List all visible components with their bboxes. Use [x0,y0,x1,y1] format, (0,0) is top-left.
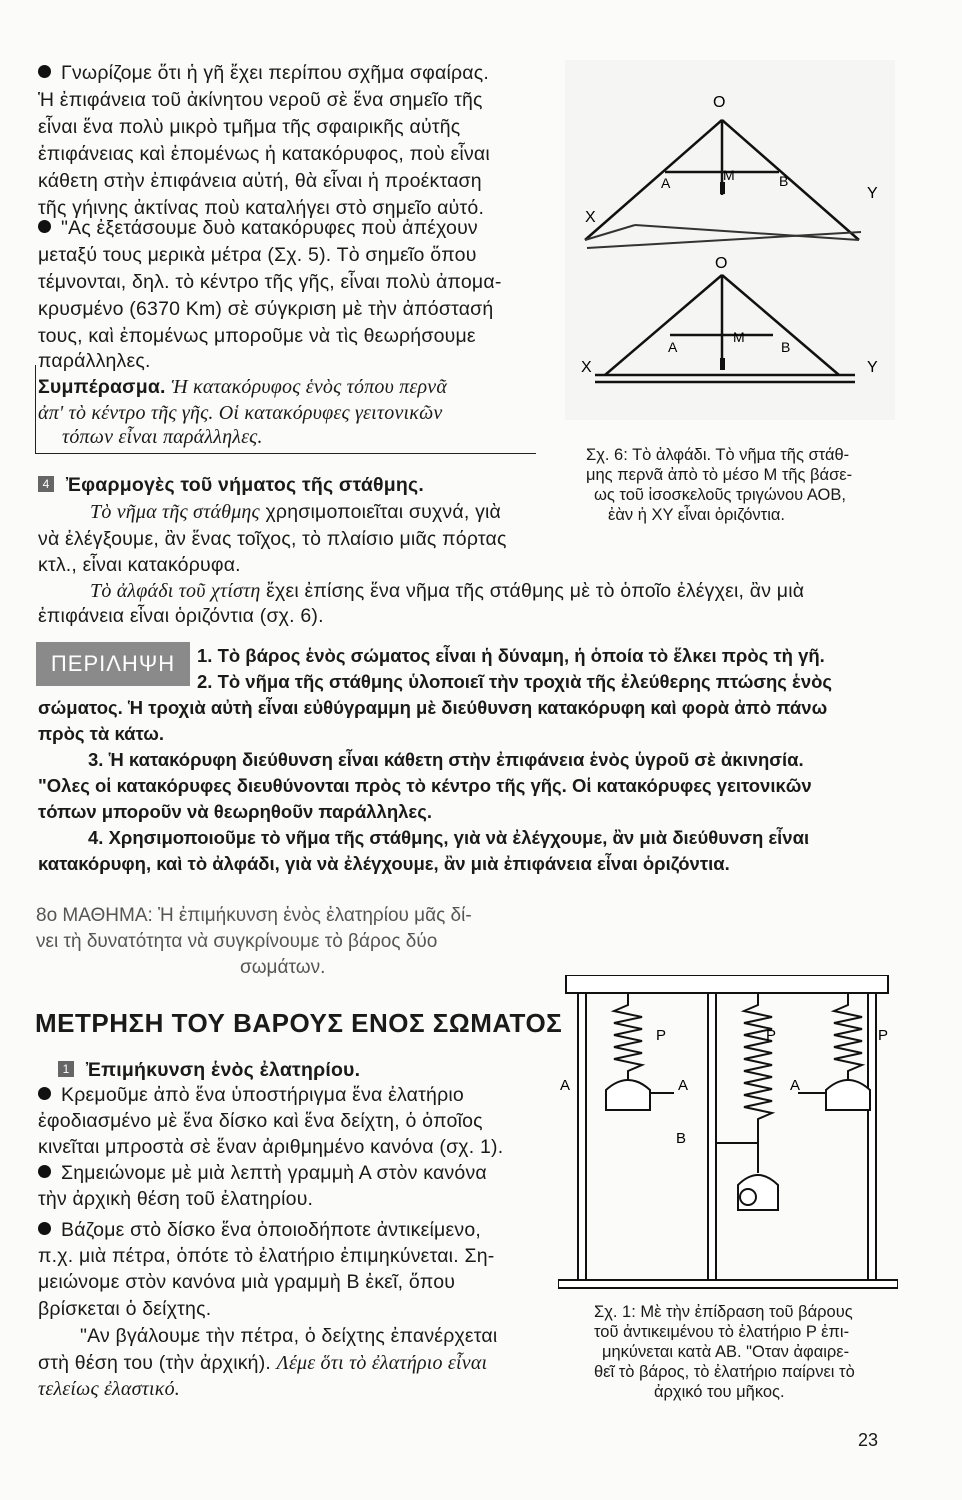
text-line: ἐπιφάνειας καὶ ἐπομένως ἡ κατακόρυφος, ποὺ εἶναι [38,143,490,165]
summary-line: πρὸς τὰ κάτω. [38,723,165,744]
summary-line: σώματος. Ἡ τροχιὰ αὐτὴ εἶναι εὐθύγραμμη μὲ διεύθυνση κατακόρυφη καὶ φορὰ ἀπὸ πάνω [38,697,828,718]
conclusion-line: Συμπέρασμα. Ἡ κατακόρυφος ἑνὸς τόπου περνᾶ [38,376,448,398]
summary-line: "Ολες οἱ κατακόρυφες διευθύνονται πρὸς τὸ κέντρο τῆς γῆς. Οἱ κατακόρυφες γειτονικῶν [38,775,812,796]
text-line: Τὸ ἀλφάδι τοῦ χτίστη ἔχει ἐπίσης ἕνα νῆμα τῆς στάθμης μὲ τὸ ὁποῖο ἐλέγχει, ἂν μιὰ [90,580,805,602]
text-line: βρίσκεται ὁ δείχτης. [38,1298,212,1320]
text-line: τῆς γήινης ἀκτίνας ποὺ καταλήγει στὸ σημεῖο αὐτό. [38,197,485,219]
text-line: π.χ. μιὰ πέτρα, ὁπότε τὸ ἐλατήριο ἐπιμηκύνεται. Ση- [38,1245,495,1267]
text-line: Τὸ νῆμα τῆς στάθμης χρησιμοποιεῖται συχνά, γιὰ [90,501,502,523]
label-x: X [585,209,596,226]
text-line: τὴν ἀρχικὴ θέση τοῦ ἐλατηρίου. [38,1188,314,1210]
label-a: A [560,1077,571,1094]
summary-line: 3. Ἡ κατακόρυφη διεύθυνση εἶναι κάθετη στὴν ἐπιφάνεια ἑνὸς ὑγροῦ σὲ ἀκινησία. [88,749,804,770]
text-line: κτλ., εἶναι κατακόρυφα. [38,554,241,576]
text-line: τους, καὶ ἐπομένως μποροῦμε νὰ τὶς θεωρήσουμε [38,325,476,347]
text-line: μειώνομε στὸν κανόνα μιὰ γραμμὴ Β ἐκεῖ, ὅπου [38,1271,456,1293]
text-line: Σημειώνομε μὲ μιὰ λεπτὴ γραμμὴ Α στὸν κανόνα [38,1160,487,1186]
label-a: A [678,1077,689,1094]
figure-6-level [565,60,895,420]
section-title: 4 Ἐφαρμογὲς τοῦ νήματος τῆς στάθμης. [38,472,424,498]
label-p: P [878,1027,889,1044]
text-line: "Αν βγάλουμε τὴν πέτρα, ὁ δείχτης ἐπανέρχεται [80,1325,498,1347]
summary-line: 2. Τὸ νῆμα τῆς στάθμης ὑλοποιεῖ τὴν τροχιὰ τῆς ἐλεύθερης πτώσης ἑνὸς [197,671,833,692]
label-y: Y [867,185,878,202]
lesson-line: 8ο ΜΑΘΗΜΑ: Ἡ ἐπιμήκυνση ἑνὸς ἐλατηρίου μᾶς δί- [36,905,472,926]
page-title: ΜΕΤΡΗΣΗ ΤΟΥ ΒΑΡΟΥΣ ΕΝΟΣ ΣΩΜΑΤΟΣ [35,1008,563,1038]
text-line: στὴ θέση του (τὴν ἀρχική). Λέμε ὅτι τὸ ἐλατήριο εἶναι [38,1352,488,1374]
text-line: κρυσμένο (6370 Km) σὲ σύγκριση μὲ τὴν ἀπόστασή [38,298,494,320]
label-b: B [779,173,789,189]
text-line: κινεῖται μπροστὰ σὲ ἕναν ἀριθμημένο κανόνα (σχ. 1). [38,1136,504,1158]
label-p: P [656,1027,667,1044]
conclusion-line: ἀπ' τὸ κέντρο τῆς γῆς. Οἱ κατακόρυφες γειτονικῶν [38,402,443,424]
label-a: A [661,175,671,191]
label-b: B [781,339,791,355]
stone-icon [740,1189,756,1205]
label-p: P [766,1027,777,1044]
bullet-icon [38,1087,51,1100]
label-b: B [676,1130,687,1147]
text-line: τελείως ἐλαστικό. [38,1378,180,1400]
text-line: νὰ ἐλέγξουμε, ἂν ἕνας τοῖχος, τὸ πλαίσιο μιᾶς πόρτας [38,528,507,550]
section-number-badge: 1 [58,1061,74,1077]
plumb-bob-icon [720,182,725,194]
figure-1-springs [558,975,898,1290]
section-title: 1 Ἐπιμήκυνση ἑνὸς ἐλατηρίου. [58,1057,360,1083]
figure-6-caption: Σχ. 6: Τὸ ἀλφάδι. Τὸ νῆμα τῆς στάθ- μης περνᾶ ἀπὸ τὸ μέσο Μ τῆς βάσε- ως τοῦ ἰσοσκελοῦς τριγώνου ΑΟΒ, ἐὰν ἡ ΧΥ εἶναι ὁριζόντια. [586,446,853,524]
page-number: 23 [858,1430,879,1450]
lesson-line: νει τὴ δυνατότητα νὰ συγκρίνουμε τὸ βάρος δύο [36,931,438,952]
text-line: παράλληλες. [38,350,151,372]
text-line: ἐπιφάνεια εἶναι ὁριζόντια (σχ. 6). [38,605,324,627]
text-line: Ἡ ἐπιφάνεια τοῦ ἀκίνητου νεροῦ σὲ ἕνα σημεῖο τῆς [38,89,483,111]
summary-line: 1. Τὸ βάρος ἑνὸς σώματος εἶναι ἡ δύναμη, ἡ ὁποία τὸ ἕλκει πρὸς τὴ γῆ. [197,645,825,666]
label-m: M [733,329,745,345]
lesson-line: σωμάτων. [240,957,326,978]
summary-line: 4. Χρησιμοποιοῦμε τὸ νῆμα τῆς στάθμης, γιὰ νὰ ἐλέγχουμε, ἂν μιὰ διεύθυνση εἶναι [88,827,810,848]
text-line: "Ας ἐξετάσουμε δυὸ κατακόρυφες ποὺ ἀπέχουν [38,215,478,241]
text-line: εἶναι ἕνα πολὺ μικρὸ τμῆμα τῆς σφαιρικῆς αὐτῆς [38,116,461,138]
text-line: Γνωρίζομε ὅτι ἡ γῆ ἔχει περίπου σχῆμα σφαίρας. [38,60,489,86]
label-o: O [713,94,726,111]
bullet-icon [38,65,51,78]
text-line: τέμνονται, δηλ. τὸ κέντρο τῆς γῆς, εἶναι πολὺ ἀπομα- [38,271,502,293]
bullet-icon [38,1165,51,1178]
text-line: μεταξύ τους μερικὰ μέτρα (Σχ. 5). Τὸ σημεῖο ὅπου [38,244,477,266]
summary-line: τόπων μποροῦν νὰ θεωρηθοῦν παράλληλες. [38,801,432,822]
figure-1-caption: Σχ. 1: Μὲ τὴν ἐπίδραση τοῦ βάρους τοῦ ἀντικειμένου τὸ ἐλατήριο Ρ ἐπι- μηκύνεται κατὰ ΑΒ. "Οταν ἀφαιρε- θεῖ τὸ βάρος, τὸ ἐλατήριο παίρνει τὸ ἀρχικό του μῆκος. [594,1303,855,1401]
section-number-badge: 4 [38,476,54,492]
label-a: A [668,339,678,355]
text-line: κάθετη στὴν ἐπιφάνεια αὐτή, θὰ εἶναι ἡ προέκταση [38,170,482,192]
text-line: ἐφοδιασμένο μὲ ἕνα δίσκο καὶ ἕνα δείχτη, ὁ ὁποῖος [38,1110,483,1132]
label-x: X [581,359,592,376]
summary-tag: ΠΕΡΙΛΗΨΗ [36,642,190,686]
bullet-icon [38,1222,51,1235]
label-m: M [723,167,735,183]
conclusion-line: τόπων εἶναι παράλληλες. [62,426,263,448]
label-o: O [715,255,728,272]
plumb-bob-icon [720,358,725,370]
label-y: Y [867,359,878,376]
bullet-icon [38,220,51,233]
text-line: Βάζομε στὸ δίσκο ἕνα ὁποιοδήποτε ἀντικείμενο, [38,1217,481,1243]
text-line: Κρεμοῦμε ἀπὸ ἕνα ὑποστήριγμα ἕνα ἐλατήριο [38,1082,464,1108]
summary-line: κατακόρυφη, καὶ τὸ ἀλφάδι, γιὰ νὰ ἐλέγχουμε, ἂν μιὰ ἐπιφάνεια εἶναι ὁριζόντια. [38,853,730,874]
label-a: A [790,1077,801,1094]
